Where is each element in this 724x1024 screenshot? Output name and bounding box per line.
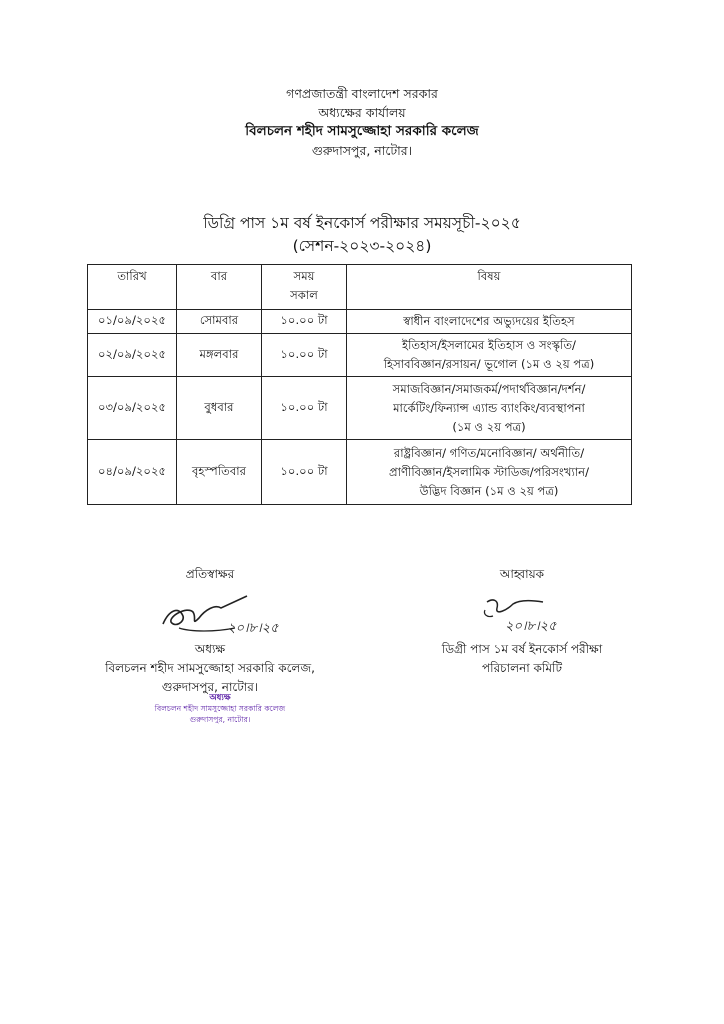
- convener-block: [372, 566, 672, 678]
- stamp-title: অধ্যক্ষ: [209, 692, 231, 702]
- row-subject: [347, 334, 632, 377]
- row-day: বৃহস্পতিবার: [177, 440, 262, 505]
- table-header-row: [88, 265, 632, 310]
- session-label: (সেশন-২০২৩-২০২৪): [292, 237, 432, 255]
- row-date: ০২/০৯/২০২৫: [88, 334, 177, 377]
- subject-line: উদ্ভিদ বিজ্ঞান (১ম ও ২য় পত্র): [419, 483, 559, 498]
- table-row: [88, 377, 632, 440]
- header-time-sub: সকাল: [290, 288, 318, 302]
- stamp-college: বিলচলন শহীদ সামসুজ্জোহা সরকারি কলেজ: [154, 704, 286, 713]
- letterhead: [0, 84, 724, 160]
- row-day: বুধবার: [177, 377, 262, 440]
- convener-signature: [447, 588, 597, 640]
- header-time: [262, 265, 347, 310]
- row-time: ১০.০০ টা: [262, 334, 347, 377]
- subject-line: ইতিহাস/ইসলামের ইতিহাস ও সংস্কৃতি/: [402, 338, 576, 352]
- schedule-title-block: [0, 212, 724, 257]
- convener-committee-line2: পরিচালনা কমিটি: [482, 661, 562, 675]
- table-row: [88, 310, 632, 334]
- row-date: ০১/০৯/২০২৫: [88, 310, 177, 334]
- office-line: অধ্যক্ষের কার্যালয়: [318, 105, 406, 120]
- subject-line: মার্কেটিং/ফিন্যান্স এ্যান্ড ব্যাংকিং/ব্যবস্থাপনা: [393, 400, 585, 415]
- row-day: মঙ্গলবার: [177, 334, 262, 377]
- row-date: ০৪/০৯/২০২৫: [88, 440, 177, 505]
- header-date: তারিখ: [88, 265, 177, 310]
- stamp-address: গুরুদাসপুর, নাটোর।: [189, 715, 251, 724]
- official-stamp: [80, 692, 360, 725]
- principal-title: অধ্যক্ষ: [194, 642, 226, 656]
- table-row: [88, 440, 632, 505]
- subject-line: সমাজবিজ্ঞান/সমাজকর্ম/পদার্থবিজ্ঞান/দর্শন/: [392, 381, 586, 396]
- subject-line: (১ম ও ২য় পত্র): [452, 419, 526, 434]
- exam-schedule-table: [87, 264, 632, 505]
- countersignature-block: [60, 566, 360, 697]
- convener-committee-line1: ডিগ্রী পাস ১ম বর্ষ ইনকোর্স পরীক্ষা: [441, 642, 603, 656]
- row-time: ১০.০০ টা: [262, 440, 347, 505]
- subject-line: স্বাধীন বাংলাদেশের অভ্যুদয়ের ইতিহস: [403, 314, 575, 328]
- subject-line: হিসাববিজ্ঞান/রসায়ন/ ভূগোল (১ম ও ২য় পত্র): [383, 357, 595, 371]
- college-name: বিলচলন শহীদ সামসুজ্জোহা সরকারি কলেজ: [245, 123, 479, 139]
- subject-line: রাষ্ট্রবিজ্ঞান/ গণিত/মনোবিজ্ঞান/ অর্থনীতি/: [393, 445, 585, 460]
- row-subject: [347, 310, 632, 334]
- principal-address: গুরুদাসপুর, নাটোর।: [161, 680, 259, 694]
- header-day: বার: [177, 265, 262, 310]
- row-day: সোমবার: [177, 310, 262, 334]
- row-time: ১০.০০ টা: [262, 377, 347, 440]
- subject-line: প্রাণীবিজ্ঞান/ইসলামিক স্টাডিজ/পরিসংখ্যান/: [388, 464, 590, 479]
- header-time-label: সময়: [293, 269, 315, 283]
- convener-heading: আহ্বায়ক: [499, 567, 545, 581]
- row-date: ০৩/০৯/২০২৫: [88, 377, 177, 440]
- principal-signature-date: ২০।৮।২৫: [227, 621, 279, 636]
- schedule-title: ডিগ্রি পাস ১ম বর্ষ ইনকোর্স পরীক্ষার সময়সূচী-২০২৫: [203, 214, 521, 232]
- countersignature-heading: প্রতিস্বাক্ষর: [185, 567, 235, 581]
- college-address: গুরুদাসপুর, নাটোর।: [311, 143, 413, 158]
- header-subject: বিষয়: [347, 265, 632, 310]
- convener-signature-date: ২০।৮।২৫: [505, 619, 557, 634]
- row-subject: [347, 440, 632, 505]
- row-subject: [347, 377, 632, 440]
- row-time: ১০.০০ টা: [262, 310, 347, 334]
- principal-college: বিলচলন শহীদ সামসুজ্জোহা সরকারি কলেজ,: [105, 661, 315, 675]
- table-row: [88, 334, 632, 377]
- government-line: গণপ্রজাতন্ত্রী বাংলাদেশ সরকার: [286, 86, 438, 101]
- principal-signature: [135, 588, 285, 640]
